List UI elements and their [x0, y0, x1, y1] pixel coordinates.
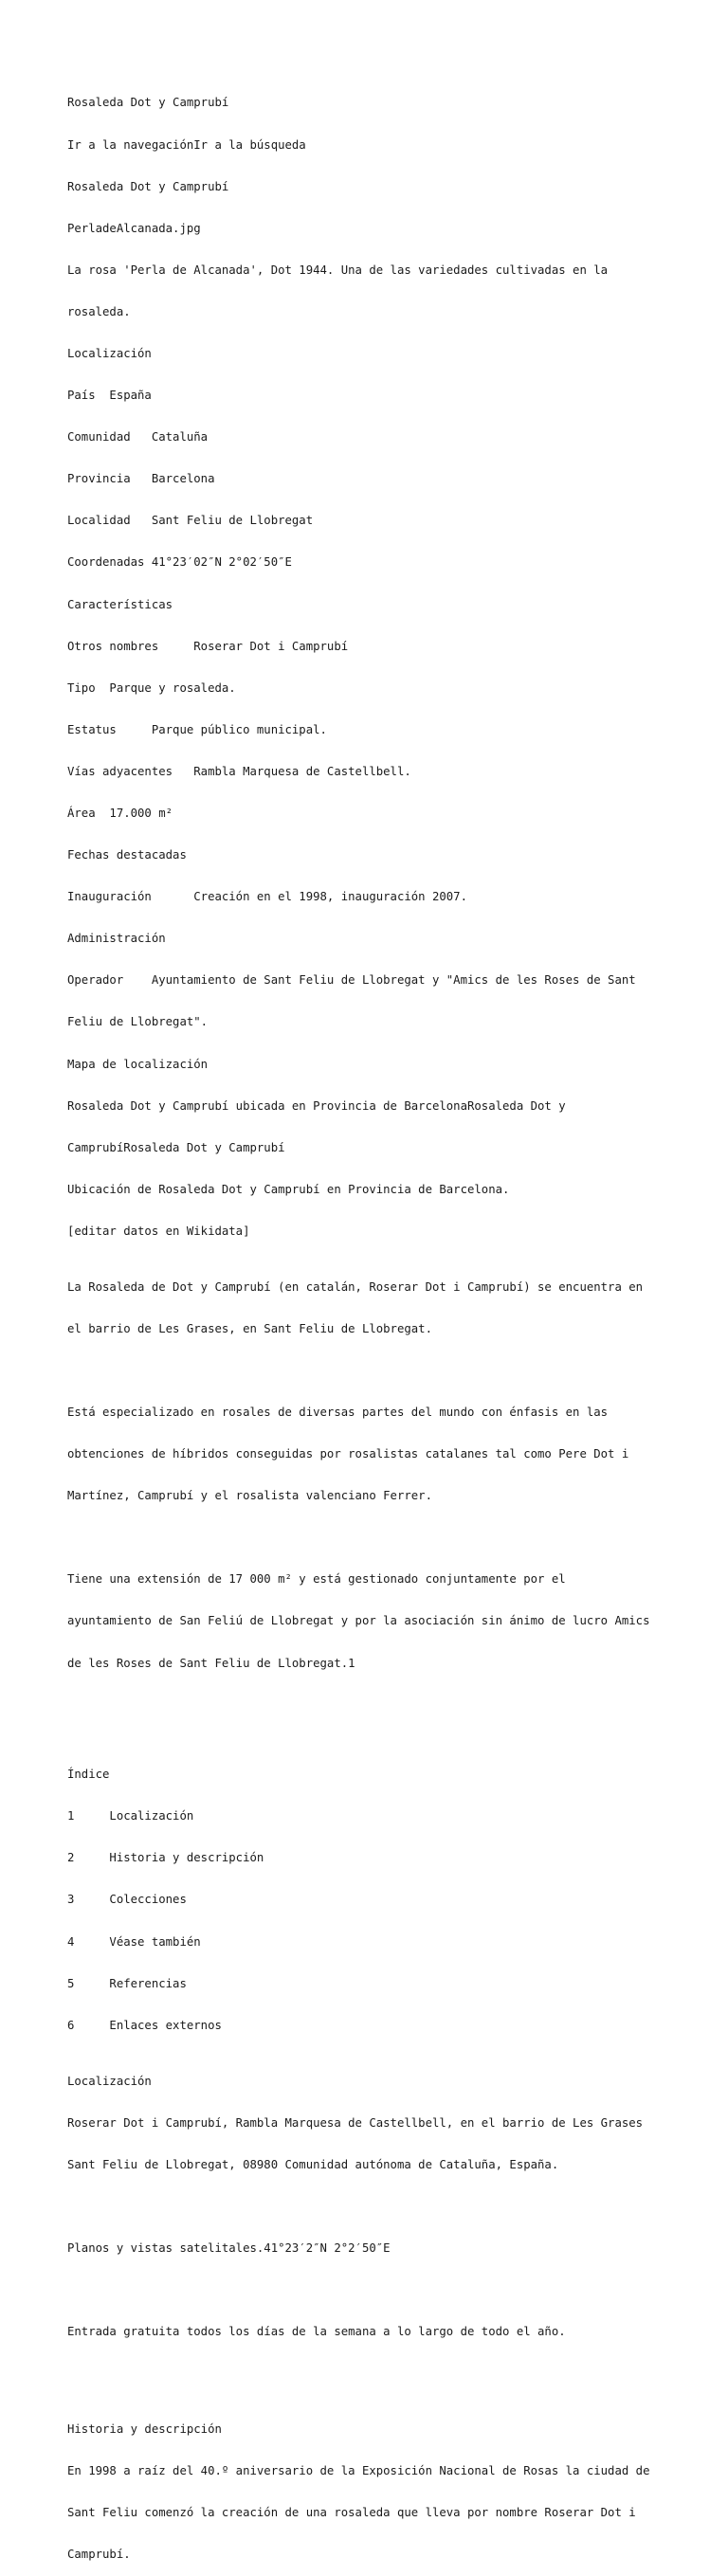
infobox-row-tipo: Tipo Parque y rosaleda.	[67, 680, 236, 695]
paragraph-line: La Rosaleda de Dot y Camprubí (en catalán, Roserar Dot i Camprubí) se encuentra en	[67, 1279, 644, 1294]
paragraph-line: Martínez, Camprubí y el rosalista valenciano Ferrer.	[67, 1489, 432, 1503]
paragraph-line: En 1998 a raíz del 40.º aniversario de la Exposición Nacional de Rosas la ciudad de	[67, 2464, 650, 2478]
article-text	[67, 68, 674, 2576]
infobox-section-heading: Características	[67, 597, 173, 611]
toc-item[interactable]: 1 Localización	[67, 1809, 194, 1823]
infobox-row-operador: Operador Ayuntamiento de Sant Feliu de Llobregat y "Amics de les Roses de Sant	[67, 973, 636, 988]
paragraph-line: Roserar Dot i Camprubí, Rambla Marquesa de Castellbell, en el barrio de Les Grases	[67, 2115, 644, 2130]
toc-heading: Índice	[67, 1768, 110, 1782]
infobox-section-heading: Fechas destacadas	[67, 848, 187, 862]
spacer	[67, 1698, 674, 1726]
paragraph-line: Tiene una extensión de 17 000 m² y está gestionado conjuntamente por el	[67, 1572, 566, 1587]
paragraph-line: Está especializado en rosales de diversas partes del mundo con énfasis en las	[67, 1406, 609, 1420]
paragraph-line: ayuntamiento de San Feliú de Llobregat y por la asociación sin ánimo de lucro Amics	[67, 1614, 650, 1628]
infobox-section-heading: Administración	[67, 932, 166, 946]
edit-wikidata-link[interactable]: [editar datos en Wikidata]	[67, 1224, 250, 1238]
paragraph-line: Sant Feliu de Llobregat, 08980 Comunidad autónoma de Cataluña, España.	[67, 2157, 559, 2171]
skip-navigation-links[interactable]: Ir a la navegaciónIr a la búsqueda	[67, 137, 306, 152]
toc-item[interactable]: 6 Enlaces externos	[67, 2018, 222, 2032]
spacer	[67, 2283, 674, 2297]
location-map-caption: Ubicación de Rosaleda Dot y Camprubí en Provincia de Barcelona.	[67, 1182, 510, 1196]
spacer	[67, 2367, 674, 2381]
infobox-row-estatus: Estatus Parque público municipal.	[67, 722, 327, 736]
infobox-row-inauguracion: Inauguración Creación en el 1998, inauguración 2007.	[67, 890, 467, 904]
infobox-row-provincia: Provincia Barcelona	[67, 472, 215, 486]
infobox-row-otros-nombres: Otros nombres Roserar Dot i Camprubí	[67, 639, 349, 653]
infobox-row-comunidad: Comunidad Cataluña	[67, 430, 209, 444]
infobox-title: Rosaleda Dot y Camprubí	[67, 179, 229, 193]
infobox-row-operador: Feliu de Llobregat".	[67, 1015, 209, 1029]
infobox-row-coordenadas: Coordenadas 41°23′02″N 2°02′50″E	[67, 555, 292, 570]
image-caption-line: La rosa 'Perla de Alcanada', Dot 1944. Una de las variedades cultivadas en la	[67, 263, 609, 277]
infobox-row-pais: País España	[67, 389, 152, 403]
spacer	[67, 1531, 674, 1545]
infobox-row-vias: Vías adyacentes Rambla Marquesa de Castellbell.	[67, 764, 411, 778]
paragraph-line: obtenciones de híbridos conseguidas por rosalistas catalanes tal como Pere Dot i	[67, 1447, 629, 1461]
location-map-alt-text: CamprubíRosaleda Dot y Camprubí	[67, 1140, 285, 1154]
infobox-row-area: Área 17.000 m²	[67, 807, 173, 820]
toc-item[interactable]: 2 Historia y descripción	[67, 1851, 264, 1865]
location-map-alt-text: Rosaleda Dot y Camprubí ubicada en Provincia de BarcelonaRosaleda Dot y	[67, 1098, 566, 1113]
infobox-image-filename[interactable]: PerladeAlcanada.jpg	[67, 221, 201, 235]
infobox-row-localidad: Localidad Sant Feliu de Llobregat	[67, 514, 314, 528]
toc-item[interactable]: 4 Véase también	[67, 1934, 201, 1949]
image-caption-line: rosaleda.	[67, 304, 131, 318]
spacer	[67, 1364, 674, 1378]
infobox-section-heading: Mapa de localización	[67, 1057, 209, 1071]
section-heading: Localización	[67, 2074, 152, 2088]
paragraph-line: Sant Feliu comenzó la creación de una rosaleda que lleva por nombre Roserar Dot i	[67, 2506, 636, 2520]
spacer	[67, 2200, 674, 2214]
paragraph-line: el barrio de Les Grases, en Sant Feliu de Llobregat.	[67, 1321, 432, 1335]
paragraph-line: de les Roses de Sant Feliu de Llobregat.1	[67, 1656, 355, 1670]
section-heading: Historia y descripción	[67, 2422, 222, 2436]
satellite-maps-link[interactable]: Planos y vistas satelitales.41°23′2″N 2°2′50″E	[67, 2240, 391, 2255]
toc-item[interactable]: 5 Referencias	[67, 1976, 187, 1990]
paragraph-line: Entrada gratuita todos los días de la semana a lo largo de todo el año.	[67, 2325, 566, 2339]
infobox-section-heading: Localización	[67, 346, 152, 360]
toc-item[interactable]: 3 Colecciones	[67, 1893, 187, 1907]
page-title: Rosaleda Dot y Camprubí	[67, 96, 229, 110]
paragraph-line: Camprubí.	[67, 2548, 131, 2562]
